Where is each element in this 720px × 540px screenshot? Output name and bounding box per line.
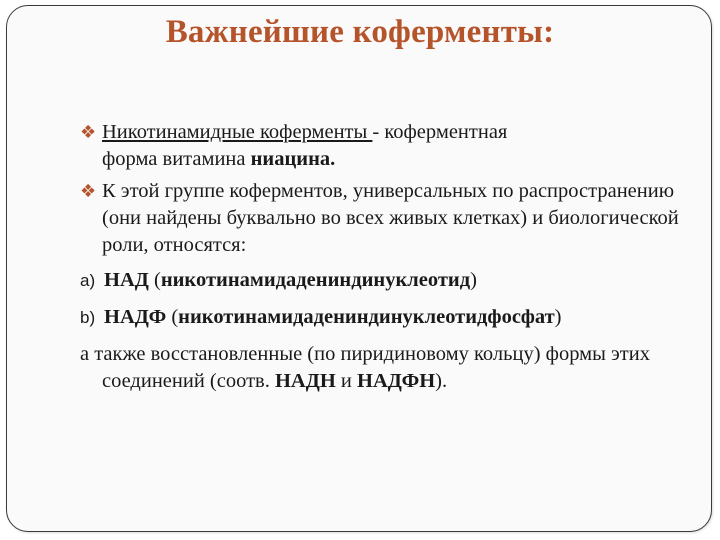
paren: ) <box>554 306 562 328</box>
tail-text: и <box>335 370 358 392</box>
closing-text <box>80 341 680 395</box>
slide-title: Важнейшие коферменты: <box>165 14 555 50</box>
paren: ( <box>166 306 179 328</box>
point-text: форма витамина <box>102 148 251 170</box>
tail-text: а также восстановленные (по пиридиновому кольцу) формы этих соединений (соотв. <box>80 343 650 392</box>
bold-term: ниацина. <box>250 148 336 170</box>
paren: ( <box>148 269 161 291</box>
underlined-term: Никотинамидные коферменты <box>102 121 373 143</box>
bullet-point <box>80 178 680 259</box>
abbreviation: НАД <box>104 269 149 291</box>
list-marker: b) <box>80 308 96 327</box>
checkmark-v-icon: ❖ <box>80 122 97 143</box>
tail-text: ). <box>435 370 448 392</box>
list-item <box>80 267 680 294</box>
abbreviation: НАДФ <box>104 306 167 328</box>
slide-content <box>80 119 680 395</box>
bullet-point <box>80 119 680 173</box>
point-text: К этой группе коферментов, универсальных по распространению (они найдены буквально во всех живых клетках) и биологической роли, относятся: <box>102 180 679 256</box>
full-name: никотинамидадениндинуклеотид <box>160 269 471 291</box>
bold-term: НАДФН <box>357 370 436 392</box>
point-text: - коферментная <box>372 121 508 143</box>
full-name: никотинамидадениндинуклеотидфосфат <box>178 306 555 328</box>
checkmark-v-icon: ❖ <box>80 181 97 202</box>
list-marker: a) <box>80 271 96 290</box>
list-item <box>80 304 680 331</box>
bold-term: НАДН <box>274 370 336 392</box>
paren: ) <box>470 269 477 291</box>
